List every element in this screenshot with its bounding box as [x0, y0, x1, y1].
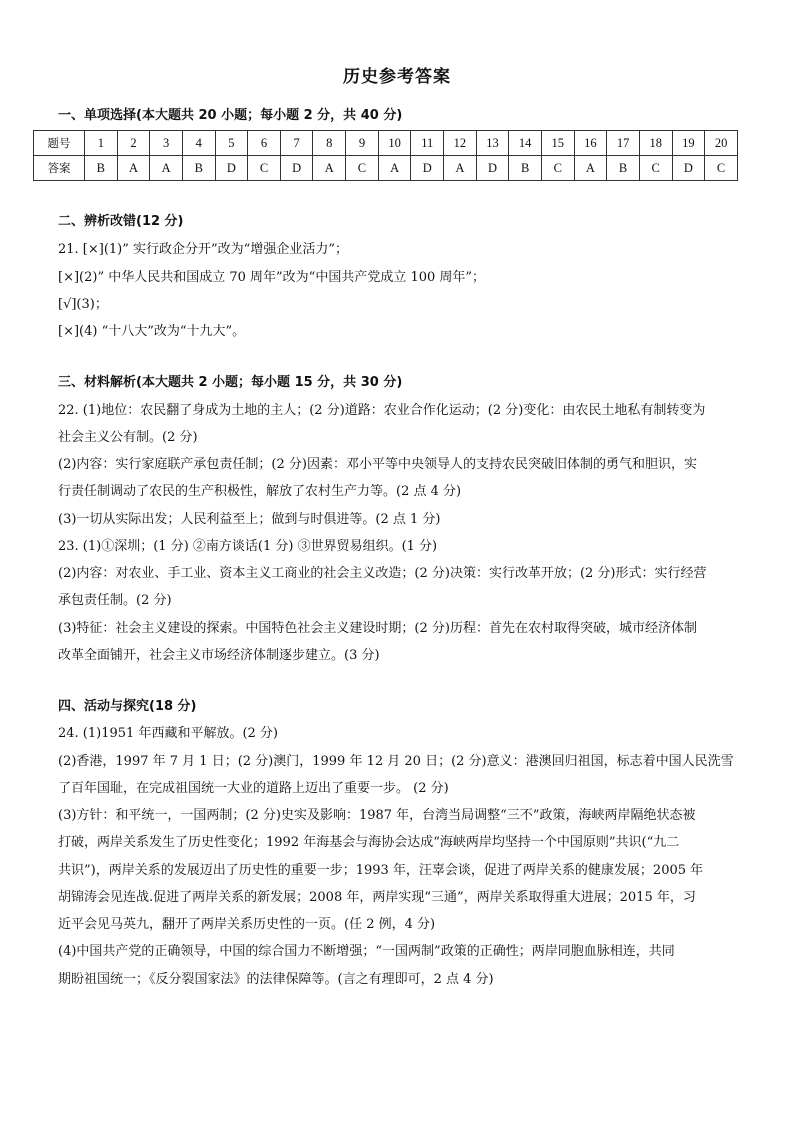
- answer-line: 近平会见马英九，翻开了两岸关系历史性的一页。(任 2 例，4 分): [58, 917, 436, 932]
- section-heading-part2: 二、辨析改错(12 分): [58, 214, 184, 229]
- answer-cell: C: [639, 156, 672, 181]
- answer-line: 共识”)，两岸关系的发展迈出了历史性的重要一步；1993 年，汪辜会谈，促进了两岸关系的健康发展；2005 年: [58, 863, 704, 878]
- answer-cell: C: [346, 156, 379, 181]
- question-number: 15: [541, 131, 574, 156]
- answer-line: 改革全面铺开，社会主义市场经济体制逐步建立。(3 分): [58, 648, 380, 663]
- question-number: 2: [117, 131, 150, 156]
- page-title: 历史参考答案: [343, 67, 451, 87]
- answer-line: 22. (1)地位：农民翻了身成为土地的主人；(2 分)道路：农业合作化运动；(2 分)变化：由农民土地私有制转变为: [58, 403, 706, 418]
- section-heading-part4: 四、活动与探究(18 分): [58, 699, 197, 714]
- answer-cell: B: [607, 156, 640, 181]
- question-number: 10: [378, 131, 411, 156]
- answer-cell: D: [672, 156, 705, 181]
- answer-cell: D: [280, 156, 313, 181]
- answer-cell: C: [705, 156, 738, 181]
- section-heading-part1: 一、单项选择(本大题共 20 小题；每小题 2 分，共 40 分): [58, 108, 403, 123]
- answer-line: (3)特征：社会主义建设的探索。中国特色社会主义建设时期；(2 分)历程：首先在农村取得突破，城市经济体制: [58, 621, 697, 636]
- answer-line: 行责任制调动了农民的生产积极性，解放了农村生产力等。(2 点 4 分): [58, 484, 462, 499]
- row-label-answer: 答案: [34, 156, 85, 181]
- answer-cell: C: [248, 156, 281, 181]
- answer-cell: A: [150, 156, 183, 181]
- question-number-row: [34, 131, 738, 156]
- section-heading-part3: 三、材料解析(本大题共 2 小题；每小题 15 分，共 30 分): [58, 375, 403, 390]
- question-number: 13: [476, 131, 509, 156]
- question-number: 6: [248, 131, 281, 156]
- answer-line: 期盼祖国统一；《反分裂国家法》的法律保障等。(言之有理即可，2 点 4 分): [58, 972, 494, 987]
- answer-line: (2)香港，1997 年 7 月 1 日；(2 分)澳门，1999 年 12 月 20 日；(2 分)意义：港澳回归祖国，标志着中国人民洗雪: [58, 754, 734, 769]
- question-number: 1: [85, 131, 118, 156]
- question-number: 3: [150, 131, 183, 156]
- answer-line: 社会主义公有制。(2 分): [58, 430, 198, 445]
- answer-cell: A: [117, 156, 150, 181]
- answer-line: 承包责任制。(2 分): [58, 593, 172, 608]
- answer-cell: B: [509, 156, 542, 181]
- answer-line: (2)内容：实行家庭联产承包责任制；(2 分)因素：邓小平等中央领导人的支持农民突破旧体制的勇气和胆识，实: [58, 457, 697, 472]
- answer-line: (4)中国共产党的正确领导，中国的综合国力不断增强；“一国两制”政策的正确性；两岸同胞血脉相连，共同: [58, 944, 675, 959]
- answer-cell: B: [182, 156, 215, 181]
- answer-table: [33, 130, 738, 181]
- answer-line: 24. (1)1951 年西藏和平解放。(2 分): [58, 726, 278, 741]
- question-number: 14: [509, 131, 542, 156]
- answer-line: 了百年国耻，在完成祖国统一大业的道路上迈出了重要一步。 (2 分): [58, 781, 449, 796]
- answer-line: 打破，两岸关系发生了历史性变化；1992 年海基会与海协会达成“海峡两岸均坚持一个中国原则”共识(“九二: [58, 835, 680, 850]
- answer-line: [√](3)；: [58, 297, 108, 312]
- answer-line: 23. (1)①深圳；(1 分) ②南方谈话(1 分) ③世界贸易组织。(1 分): [58, 539, 438, 554]
- question-number: 18: [639, 131, 672, 156]
- answer-cell: A: [444, 156, 477, 181]
- answer-cell: C: [541, 156, 574, 181]
- answer-cell: D: [476, 156, 509, 181]
- question-number: 5: [215, 131, 248, 156]
- question-number: 9: [346, 131, 379, 156]
- answer-line: (3)一切从实际出发；人民利益至上；做到与时俱进等。(2 点 1 分): [58, 512, 441, 527]
- question-number: 19: [672, 131, 705, 156]
- answer-cell: A: [378, 156, 411, 181]
- question-number: 11: [411, 131, 444, 156]
- question-number: 12: [444, 131, 477, 156]
- question-number: 17: [607, 131, 640, 156]
- question-number: 16: [574, 131, 607, 156]
- question-number: 7: [280, 131, 313, 156]
- answer-cell: A: [574, 156, 607, 181]
- answer-cell: B: [85, 156, 118, 181]
- question-number: 20: [705, 131, 738, 156]
- answer-line: [×](4) “十八大”改为“十九大”。: [58, 324, 246, 339]
- question-number: 8: [313, 131, 346, 156]
- row-label-number: 题号: [34, 131, 85, 156]
- answer-line: 胡锦涛会见连战.促进了两岸关系的新发展；2008 年，两岸实现“三通”，两岸关系取得重大进展；2015 年，习: [58, 890, 696, 905]
- answer-cell: D: [411, 156, 444, 181]
- answer-line: [×](2)” 中华人民共和国成立 70 周年”改为“中国共产党成立 100 周年”；: [58, 270, 486, 285]
- question-number: 4: [182, 131, 215, 156]
- answer-line: 21. [×](1)” 实行政企分开”改为“增强企业活力”；: [58, 242, 348, 257]
- answer-line: (2)内容：对农业、手工业、资本主义工商业的社会主义改造；(2 分)决策：实行改革开放；(2 分)形式：实行经营: [58, 566, 707, 581]
- answer-line: (3)方针：和平统一，一国两制；(2 分)史实及影响：1987 年，台湾当局调整“三不”政策，海峡两岸隔绝状态被: [58, 808, 696, 823]
- answer-cell: D: [215, 156, 248, 181]
- answer-cell: A: [313, 156, 346, 181]
- answer-row: [34, 156, 738, 181]
